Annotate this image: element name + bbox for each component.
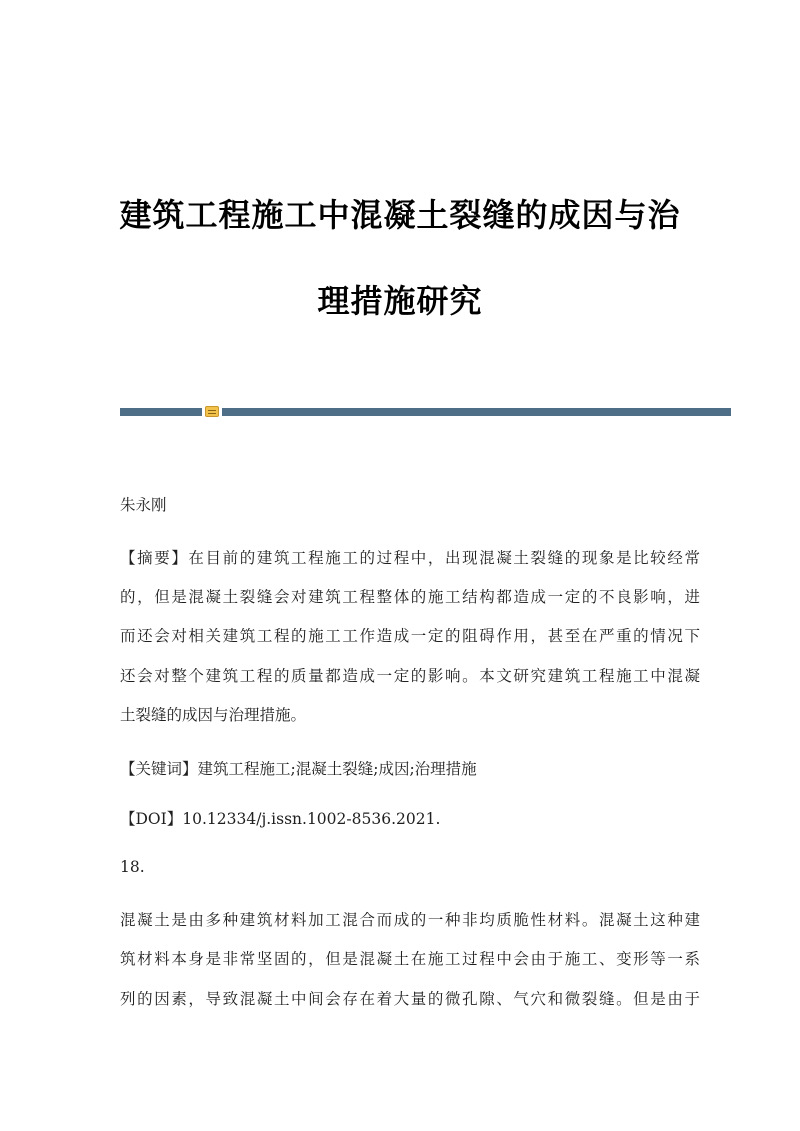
title-line-1: 建筑工程施工中混凝土裂缝的成因与治 — [119, 196, 681, 234]
keywords: 【关键词】建筑工程施工;混凝土裂缝;成因;治理措施 — [120, 760, 477, 778]
body-line: 混凝土是由多种建筑材料加工混合而成的一种非均质脆性材料。混凝土这种建 — [120, 911, 700, 929]
abstract-line: 而还会对相关建筑工程的施工工作造成一定的阻碍作用，甚至在严重的情况下 — [120, 627, 700, 645]
body-line: 筑材料本身是非常坚固的，但是混凝土在施工过程中会由于施工、变形等一系 — [120, 950, 700, 968]
document-icon — [205, 406, 219, 417]
doi-line-1: 【DOI】10.12334/j.issn.1002-8536.2021. — [120, 810, 441, 828]
divider-right — [222, 408, 731, 416]
doi-line-2: 18. — [120, 858, 145, 876]
abstract-line: 土裂缝的成因与治理措施。 — [120, 706, 307, 724]
body-line: 列的因素，导致混凝土中间会存在着大量的微孔隙、气穴和微裂缝。但是由于 — [120, 990, 700, 1008]
author-name: 朱永刚 — [120, 496, 167, 514]
title-line-2: 理措施研究 — [317, 282, 483, 320]
abstract-line: 的，但是混凝土裂缝会对建筑工程整体的施工结构都造成一定的不良影响，进 — [120, 588, 700, 606]
abstract-line: 【摘要】在目前的建筑工程施工的过程中，出现混凝土裂缝的现象是比较经常 — [120, 549, 700, 567]
abstract-line: 还会对整个建筑工程的质量都造成一定的影响。本文研究建筑工程施工中混凝 — [120, 667, 700, 685]
divider-left — [120, 408, 202, 416]
